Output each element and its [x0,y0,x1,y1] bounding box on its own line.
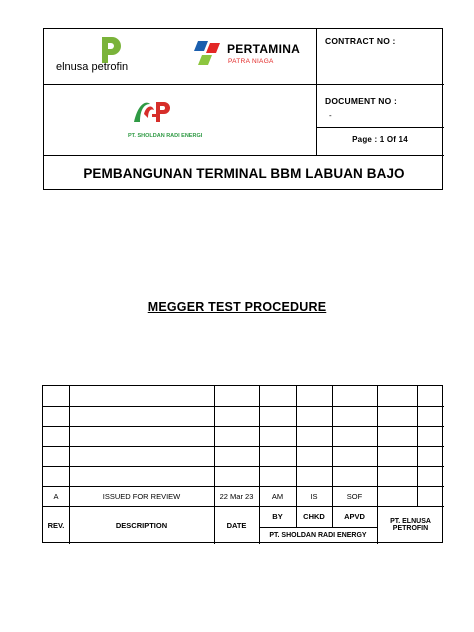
header-rev: REV. [47,520,65,530]
header-company-sre: PT. SHOLDAN RADI ENERGY [269,532,367,539]
document-number-label: DOCUMENT NO : [325,96,398,106]
document-header [43,28,443,190]
header-divider-3 [44,155,444,156]
project-title: PEMBANGUNAN TERMINAL BBM LABUAN BAJO [83,166,405,181]
header-description: DESCRIPTION [115,520,168,530]
header-apvd: APVD [344,512,365,521]
pertamina-logo [192,37,312,77]
pertamina-logo-name: PERTAMINA [227,42,301,56]
revision-cell-rev: A [53,491,59,501]
revision-cell-chkd: IS [310,491,318,501]
revision-cell-date: 22 Mar 23 [219,491,254,501]
header-divider-1 [44,84,444,85]
revision-table [42,385,443,543]
elnusa-logo [54,34,164,79]
header-date: DATE [226,520,247,530]
document-number-value: - [329,111,332,120]
sre-logo-mark [130,96,172,130]
header-chkd: CHKD [303,512,325,521]
elnusa-logo-text: elnusa petrofin [56,61,129,73]
sre-logo-text: PT. SHOLDAN RADI ENERGI [128,133,203,139]
page-info: Page : 1 Of 14 [352,135,408,144]
header-company-elnusa: PT. ELNUSA PETROFIN [390,518,431,532]
revision-cell-by: AM [271,491,284,501]
pertamina-logo-subtitle: PATRA NIAGA [228,58,274,65]
pertamina-logo-mark [192,39,226,69]
sre-logo [128,96,238,146]
header-divider-2 [316,127,444,128]
procedure-title: MEGGER TEST PROCEDURE [147,300,327,314]
revision-cell-apvd: SOF [346,491,363,501]
revision-cell-description: ISSUED FOR REVIEW [102,491,181,501]
contract-number-label: CONTRACT NO : [325,36,396,46]
header-by: BY [272,512,283,521]
